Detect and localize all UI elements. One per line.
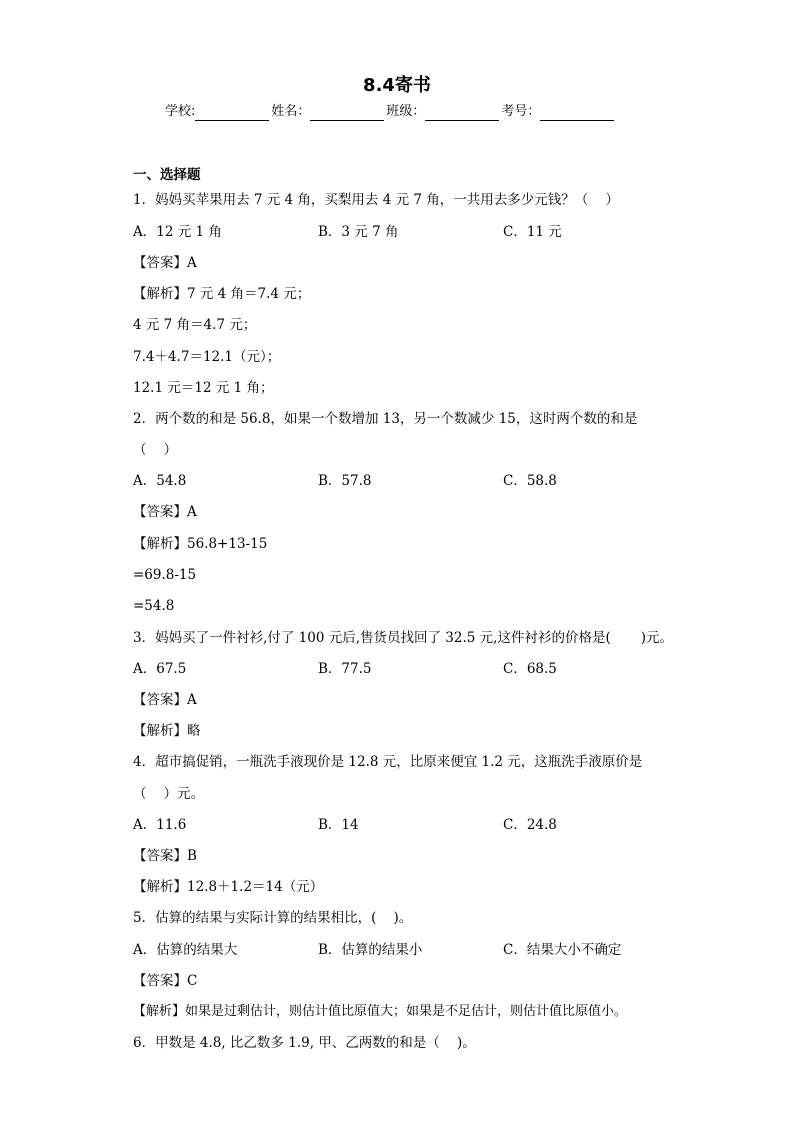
question-4-analysis: 【解析】12.8＋1.2＝14（元） [133,879,324,895]
question-3-analysis: 【解析】略 [133,723,201,739]
school-blank[interactable] [195,106,269,121]
question-2-analysis-2: =69.8-15 [133,567,197,583]
question-3-option-c: C．68.5 [503,661,557,677]
question-4-option-b: B．14 [318,817,359,833]
class-label: 班级： [386,104,426,119]
question-5-option-b: B．估算的结果小 [318,942,423,958]
question-2-analysis-3: =54.8 [133,598,175,614]
question-4-option-a: A．11.6 [133,817,187,833]
question-1-analysis-2: 4 元 7 角＝4.7 元； [133,317,257,333]
question-2-option-a: A．54.8 [133,473,187,489]
school-label: 学校: [165,104,196,119]
question-3-option-a: A．67.5 [133,661,187,677]
question-1-option-c: C．11 元 [503,224,562,240]
question-1-option-b: B．3 元 7 角 [318,224,399,240]
question-2-analysis-1: 【解析】56.8+13-15 [133,536,268,552]
question-3-stem: 3．妈妈买了一件衬衫,付了 100 元后,售货员找回了 32.5 元,这件衬衫的价格是( )元。 [133,630,674,646]
question-4-stem-1: 4．超市搞促销，一瓶洗手液现价是 12.8 元，比原来便宜 1.2 元，这瓶洗手液原价是 [133,754,643,770]
question-1-analysis-3: 7.4＋4.7＝12.1（元）； [133,349,281,365]
question-1-analysis-4: 12.1 元＝12 元 1 角； [133,380,274,396]
page-title: 8.4寄书 [363,75,431,96]
question-5-stem: 5．估算的结果与实际计算的结果相比，( )。 [133,910,413,926]
question-2-option-c: C．58.8 [503,473,557,489]
question-1-stem: 1．妈妈买苹果用去 7 元 4 角，买梨用去 4 元 7 角，一共用去多少元钱？（ ） [133,192,619,208]
question-2-stem-2: （ ） [133,442,178,458]
number-blank[interactable] [540,106,614,121]
question-2-stem-1: 2．两个数的和是 56.8，如果一个数增加 13，另一个数减少 15，这时两个数的和是 [133,411,638,427]
question-2-option-b: B．57.8 [318,473,372,489]
question-5-answer: 【答案】C [133,973,198,989]
question-1-analysis-1: 【解析】7 元 4 角＝7.4 元； [133,286,311,302]
question-5-option-a: A．估算的结果大 [133,942,238,958]
number-label: 考号： [501,104,541,119]
question-3-answer: 【答案】A [133,692,197,708]
section-title: 一、选择题 [133,167,201,183]
question-1-answer: 【答案】A [133,255,197,271]
question-5-analysis: 【解析】如果是过剩估计，则估计值比原值大；如果是不足估计，则估计值比原值小。 [133,1004,628,1019]
question-1-option-a: A．12 元 1 角 [133,224,222,240]
question-2-answer: 【答案】A [133,504,197,520]
question-4-stem-2: （ ）元。 [133,786,205,802]
question-3-option-b: B．77.5 [318,661,372,677]
class-blank[interactable] [425,106,499,121]
question-4-answer: 【答案】B [133,848,197,864]
question-6-stem: 6．甲数是 4.8, 比乙数多 1.9, 甲、乙两数的和是（ )。 [133,1035,476,1051]
name-blank[interactable] [310,106,384,121]
question-4-option-c: C．24.8 [503,817,557,833]
name-label: 姓名： [271,104,311,119]
question-5-option-c: C．结果大小不确定 [503,942,622,958]
student-info-row [165,103,616,121]
